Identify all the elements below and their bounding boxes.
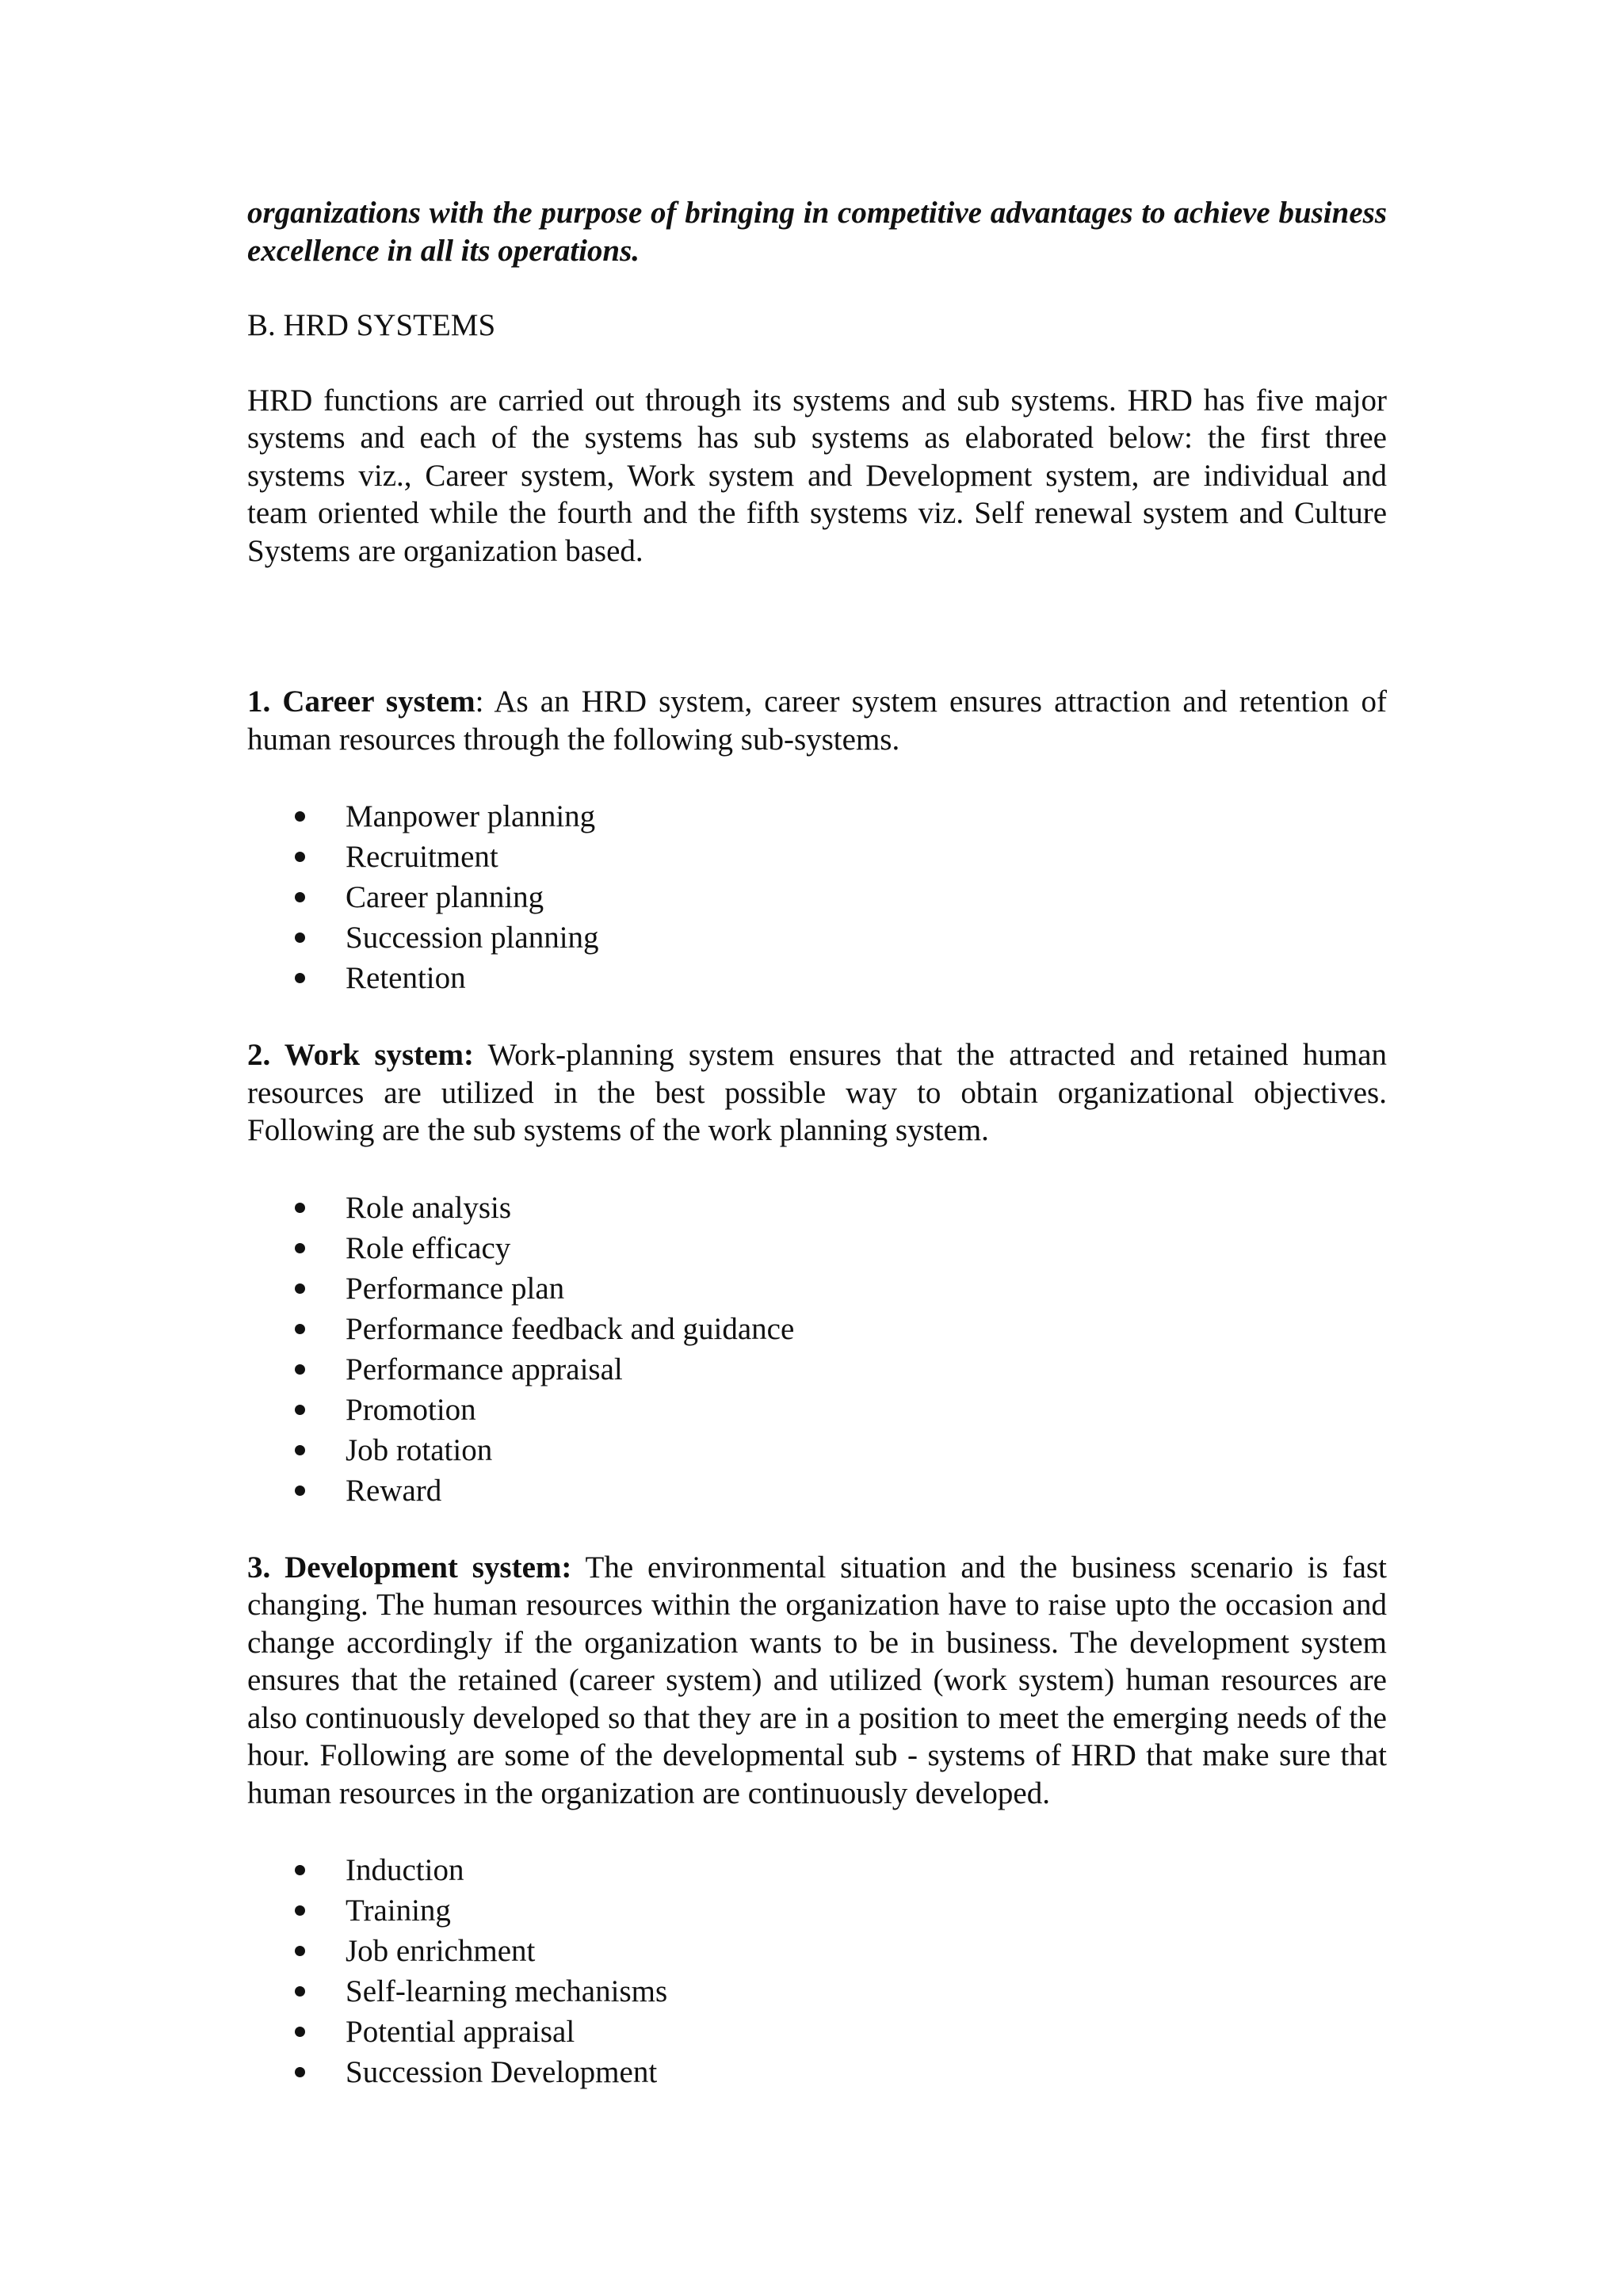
list-item: Job enrichment xyxy=(247,1931,1387,1971)
bullet-icon xyxy=(295,1405,305,1415)
career-system-text: : As an HRD system, career system ensures attraction and retention of human resources through the following sub-systems. xyxy=(247,685,1388,757)
bullet-icon xyxy=(295,1905,305,1916)
bullet-icon xyxy=(295,1283,305,1294)
section-b-heading: B. HRD SYSTEMS xyxy=(247,308,496,342)
development-system-paragraph xyxy=(247,1549,1387,1813)
work-subsystem-list xyxy=(247,1188,1387,1511)
list-item: Career planning xyxy=(247,877,1387,917)
list-item: Manpower planning xyxy=(247,796,1387,837)
career-system-paragraph xyxy=(247,683,1387,758)
bullet-icon xyxy=(295,1445,305,1455)
bullet-icon xyxy=(295,933,305,943)
list-item: Induction xyxy=(247,1850,1387,1890)
career-system-title: 1. Career system xyxy=(247,685,475,719)
development-subsystem-list xyxy=(247,1850,1387,2092)
list-item: Recruitment xyxy=(247,837,1387,877)
list-item: Succession Development xyxy=(247,2052,1387,2092)
list-item: Retention xyxy=(247,958,1387,998)
development-system-title: 3. Development system: xyxy=(247,1550,572,1585)
bullet-icon xyxy=(295,1946,305,1956)
bullet-icon xyxy=(295,973,305,983)
list-item: Job rotation xyxy=(247,1430,1387,1470)
list-item: Performance plan xyxy=(247,1268,1387,1309)
list-item: Role analysis xyxy=(247,1188,1387,1228)
list-item: Reward xyxy=(247,1470,1387,1511)
work-system-title: 2. Work system: xyxy=(247,1038,474,1072)
bullet-icon xyxy=(295,1324,305,1334)
bullet-icon xyxy=(295,1364,305,1375)
intro-paragraph: organizations with the purpose of bringing in competitive advantages to achieve business excellence in all its operations. xyxy=(247,196,1387,268)
bullet-icon xyxy=(295,852,305,862)
list-item: Role efficacy xyxy=(247,1228,1387,1268)
bullet-icon xyxy=(295,892,305,902)
development-system-text: The environmental situation and the business scenario is fast changing. The human resources within the organization have to raise upto the occasion and change accordingly if the organization wants to be in business. The development system ensures that the retained (career system) and utilized (work system) human resources are also continuously developed so that they are in a position to meet the emerging needs of the hour. Following are some of the developmental sub - systems of HRD that make sure that human resources in the organization are continuously developed. xyxy=(247,1550,1387,1810)
work-system-text: Work-planning system ensures that the attracted and retained human resources are utilized in the best possible way to obtain organizational objectives. Following are the sub systems of the work planning system. xyxy=(247,1038,1387,1147)
list-item: Performance appraisal xyxy=(247,1349,1387,1390)
list-item: Training xyxy=(247,1890,1387,1931)
bullet-icon xyxy=(295,811,305,822)
list-item: Succession planning xyxy=(247,917,1387,958)
bullet-icon xyxy=(295,1486,305,1496)
list-item: Promotion xyxy=(247,1390,1387,1430)
work-system-paragraph xyxy=(247,1036,1387,1150)
list-item: Self-learning mechanisms xyxy=(247,1971,1387,2012)
bullet-icon xyxy=(295,2027,305,2037)
hrd-systems-paragraph: HRD functions are carried out through its systems and sub systems. HRD has five major systems and each of the systems has sub systems as elaborated below: the first three systems viz., Career system, Work system and Development system, are individual and team oriented while the fourth and the fifth systems viz. Self renewal system and Culture Systems are organization based. xyxy=(247,383,1387,568)
list-item: Potential appraisal xyxy=(247,2012,1387,2052)
bullet-icon xyxy=(295,1243,305,1253)
bullet-icon xyxy=(295,1203,305,1213)
bullet-icon xyxy=(295,2067,305,2077)
career-subsystem-list xyxy=(247,796,1387,998)
bullet-icon xyxy=(295,1986,305,1997)
list-item: Performance feedback and guidance xyxy=(247,1309,1387,1349)
bullet-icon xyxy=(295,1865,305,1875)
document-page xyxy=(247,194,1387,2092)
